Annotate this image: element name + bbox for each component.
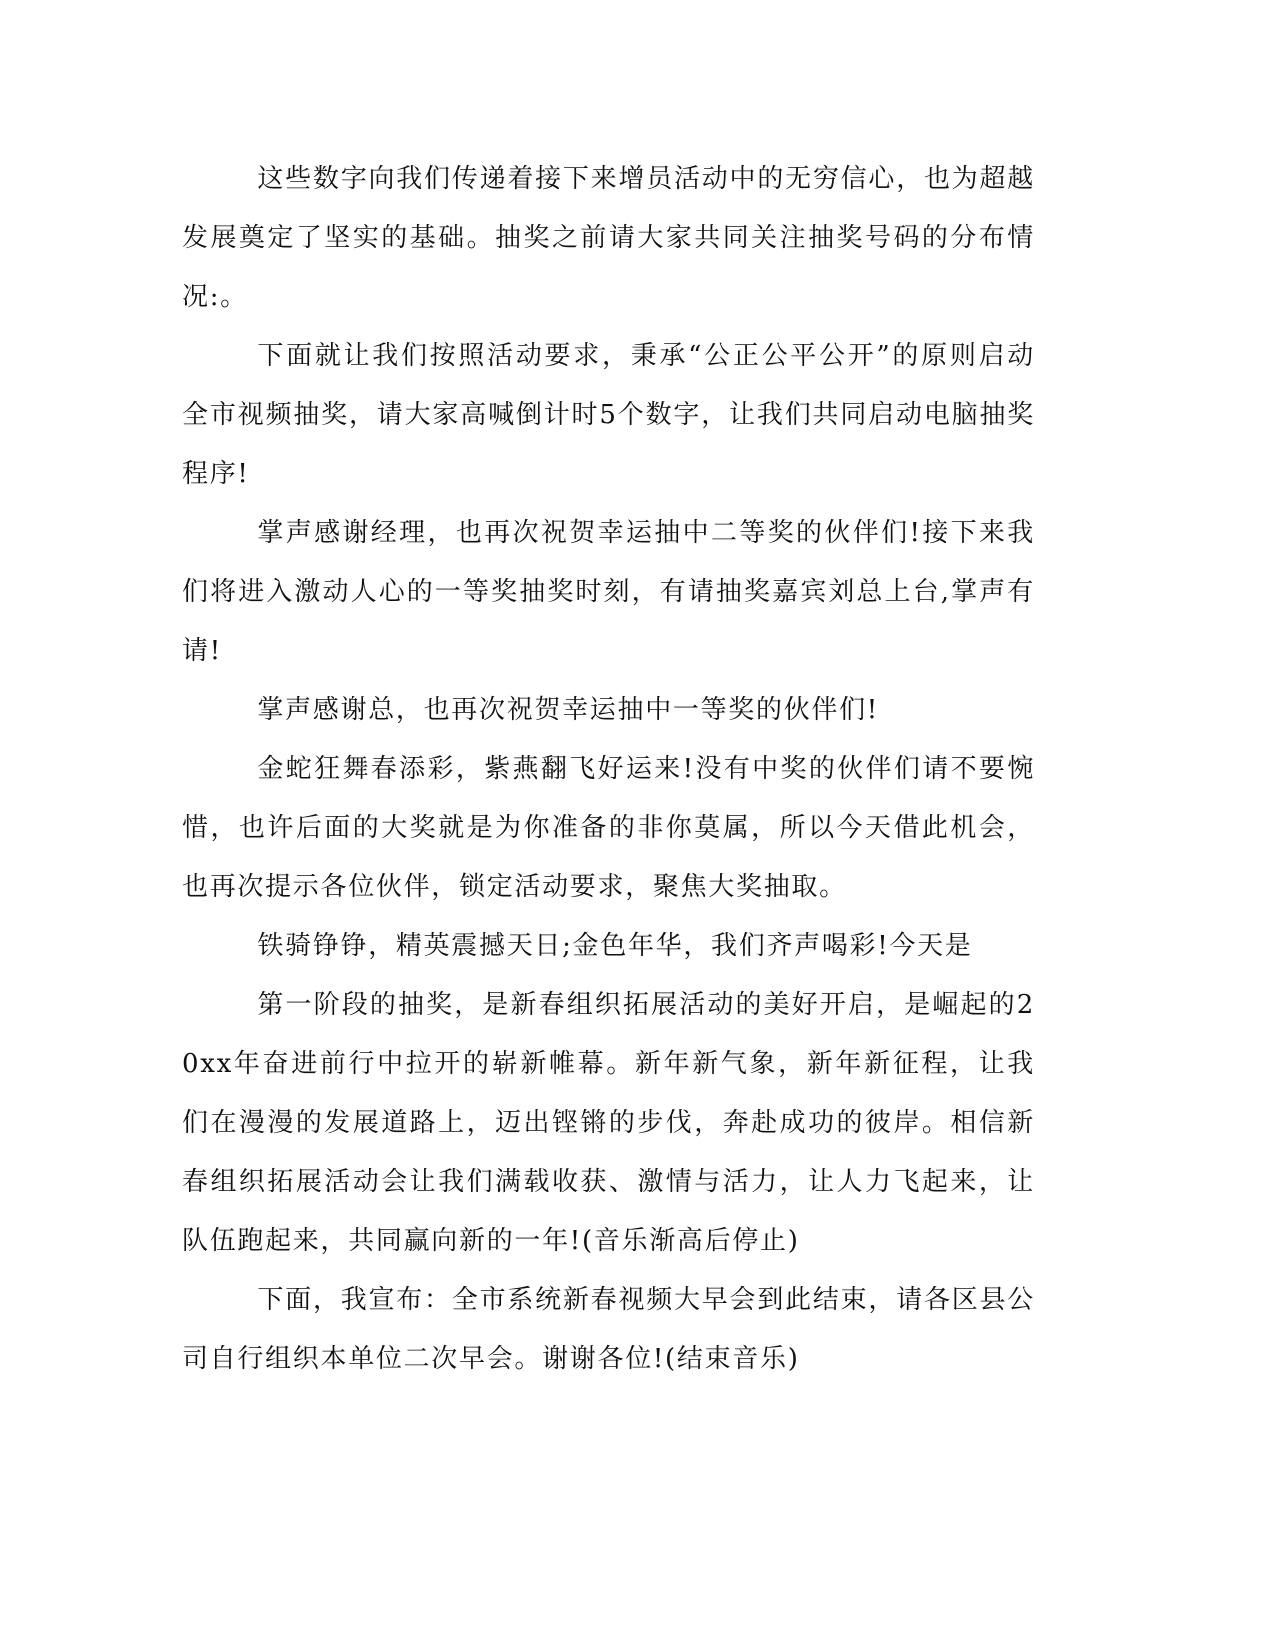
document-body <box>182 150 1035 1389</box>
paragraph-2: 下面就让我们按照活动要求，秉承“公正公平公开”的原则启动全市视频抽奖，请大家高喊倒计时5个数字，让我们共同启动电脑抽奖程序! <box>182 341 1035 489</box>
paragraph-8: 下面，我宣布：全市系统新春视频大早会到此结束，请各区县公司自行组织本单位二次早会。谢谢各位!(结束音乐) <box>182 1285 1035 1374</box>
paragraph-3: 掌声感谢经理，也再次祝贺幸运抽中二等奖的伙伴们!接下来我们将进入激动人心的一等奖抽奖时刻，有请抽奖嘉宾刘总上台,掌声有请! <box>182 518 1035 666</box>
paragraph-6: 铁骑铮铮，精英震撼天日;金色年华，我们齐声喝彩!今天是 <box>257 931 973 961</box>
paragraph-4: 掌声感谢总，也再次祝贺幸运抽中一等奖的伙伴们! <box>257 695 879 725</box>
paragraph-1: 这些数字向我们传递着接下来增员活动中的无穷信心，也为超越发展奠定了坚实的基础。抽奖之前请大家共同关注抽奖号码的分布情况:。 <box>182 164 1035 312</box>
paragraph-7: 第一阶段的抽奖，是新春组织拓展活动的美好开启，是崛起的20xx年奋进前行中拉开的崭新帷幕。新年新气象，新年新征程，让我们在漫漫的发展道路上，迈出铿锵的步伐，奔赴成功的彼岸。相信新春组织拓展活动会让我们满载收获、激情与活力，让人力飞起来，让队伍跑起来，共同赢向新的一年!(音乐渐高后停止) <box>182 990 1035 1256</box>
paragraph-5: 金蛇狂舞春添彩，紫燕翻飞好运来!没有中奖的伙伴们请不要惋惜，也许后面的大奖就是为你准备的非你莫属，所以今天借此机会，也再次提示各位伙伴，锁定活动要求，聚焦大奖抽取。 <box>182 754 1035 902</box>
